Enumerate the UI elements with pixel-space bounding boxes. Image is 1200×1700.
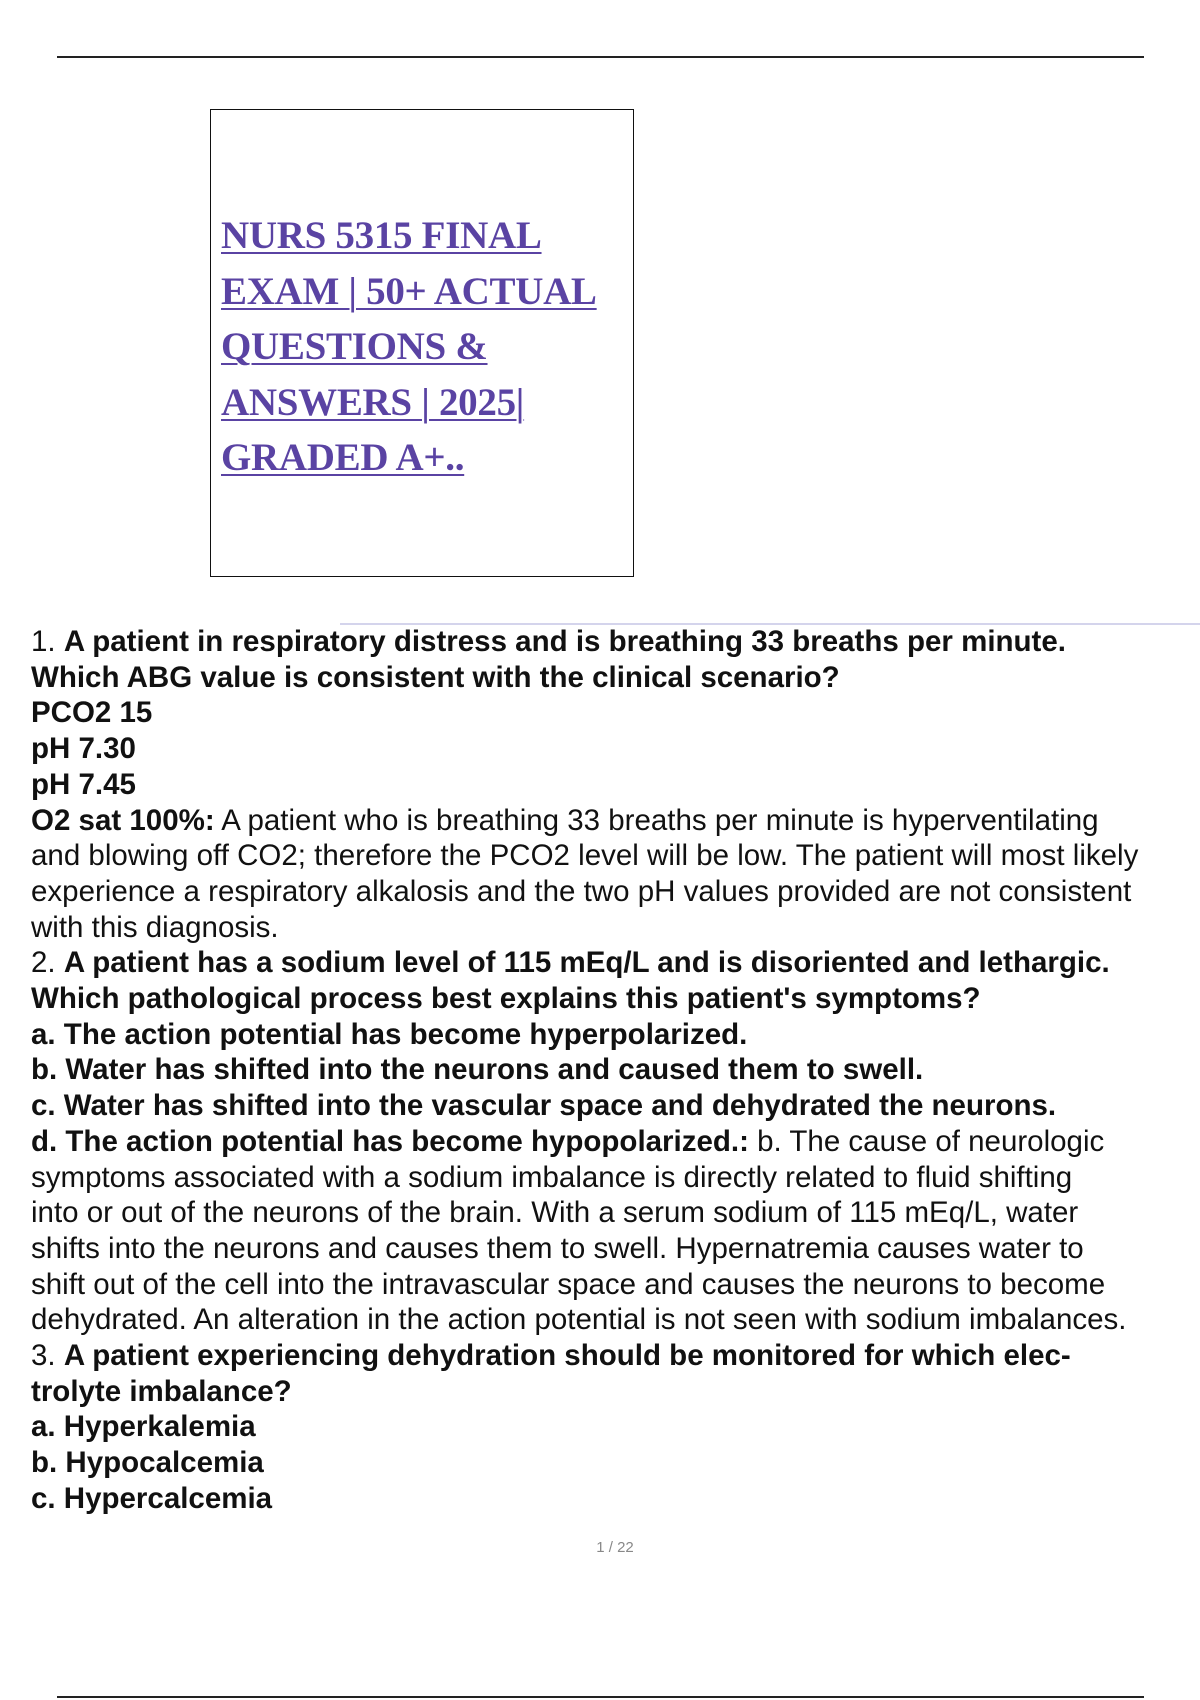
question-text: A patient experiencing dehydration should be monitored for which elec-	[63, 1339, 1071, 1373]
rationale-text: experience a respiratory alkalosis and the two pH values provided are not consistent	[31, 874, 1132, 908]
answer-option: a. The action potential has become hyperpolarized.	[31, 1017, 748, 1051]
title-line-1: NURS 5315 FINAL	[221, 214, 542, 257]
question-2	[31, 945, 1200, 1338]
question-text: Which pathological process best explains this patient's symptoms?	[31, 982, 981, 1016]
title-line-3: QUESTIONS &	[221, 325, 488, 368]
answer-option: O2 sat 100%:	[31, 803, 215, 837]
questions-content	[31, 624, 1200, 1517]
question-number: 2.	[31, 946, 56, 980]
question-text: trolyte imbalance?	[31, 1374, 292, 1408]
rationale-text: shift out of the cell into the intravascular space and causes the neurons to become	[31, 1267, 1106, 1301]
rationale-text: dehydrated. An alteration in the action potential is not seen with sodium imbalances.	[31, 1303, 1127, 1337]
question-text: Which ABG value is consistent with the clinical scenario?	[31, 660, 840, 694]
title-line-4: ANSWERS | 2025|	[221, 380, 525, 424]
answer-option: d. The action potential has become hypopolarized.:	[31, 1124, 749, 1158]
rationale-text: with this diagnosis.	[31, 910, 279, 944]
question-number: 3.	[31, 1339, 56, 1373]
answer-option: pH 7.30	[31, 732, 136, 766]
question-3	[31, 1338, 1200, 1517]
rationale-text: shifts into the neurons and causes them to swell. Hypernatremia causes water to	[31, 1231, 1084, 1265]
rationale-text: A patient who is breathing 33 breaths per minute is hyperventilating	[214, 803, 1099, 837]
question-number: 1.	[31, 625, 56, 658]
question-1	[31, 624, 1200, 945]
answer-option: c. Water has shifted into the vascular space and dehydrated the neurons.	[31, 1089, 1057, 1123]
answer-option: PCO2 15	[31, 696, 153, 730]
page-number: 1 / 22	[596, 1539, 634, 1556]
question-text: A patient has a sodium level of 115 mEq/L and is disoriented and lethargic.	[63, 946, 1110, 980]
title-box	[210, 109, 634, 577]
document-title	[221, 208, 631, 486]
title-line-2: EXAM | 50+ ACTUAL	[221, 269, 597, 313]
answer-option: pH 7.45	[31, 767, 136, 801]
answer-option: b. Hypocalcemia	[31, 1446, 264, 1480]
answer-option: c. Hypercalcemia	[31, 1481, 273, 1515]
rationale-text: into or out of the neurons of the brain. With a serum sodium of 115 mEq/L, water	[31, 1196, 1079, 1230]
rationale-text: symptoms associated with a sodium imbalance is directly related to fluid shifting	[31, 1160, 1073, 1194]
answer-option: a. Hyperkalemia	[31, 1410, 256, 1444]
top-rule	[57, 56, 1144, 58]
answer-option: b. Water has shifted into the neurons and caused them to swell.	[31, 1053, 924, 1087]
bottom-rule	[57, 1696, 1144, 1698]
rationale-text: b. The cause of neurologic	[748, 1124, 1105, 1158]
title-line-5: GRADED A+..	[221, 436, 465, 479]
rationale-text: and blowing off CO2; therefore the PCO2 level will be low. The patient will most likely	[31, 839, 1139, 873]
question-text: A patient in respiratory distress and is breathing 33 breaths per minute.	[63, 625, 1066, 658]
